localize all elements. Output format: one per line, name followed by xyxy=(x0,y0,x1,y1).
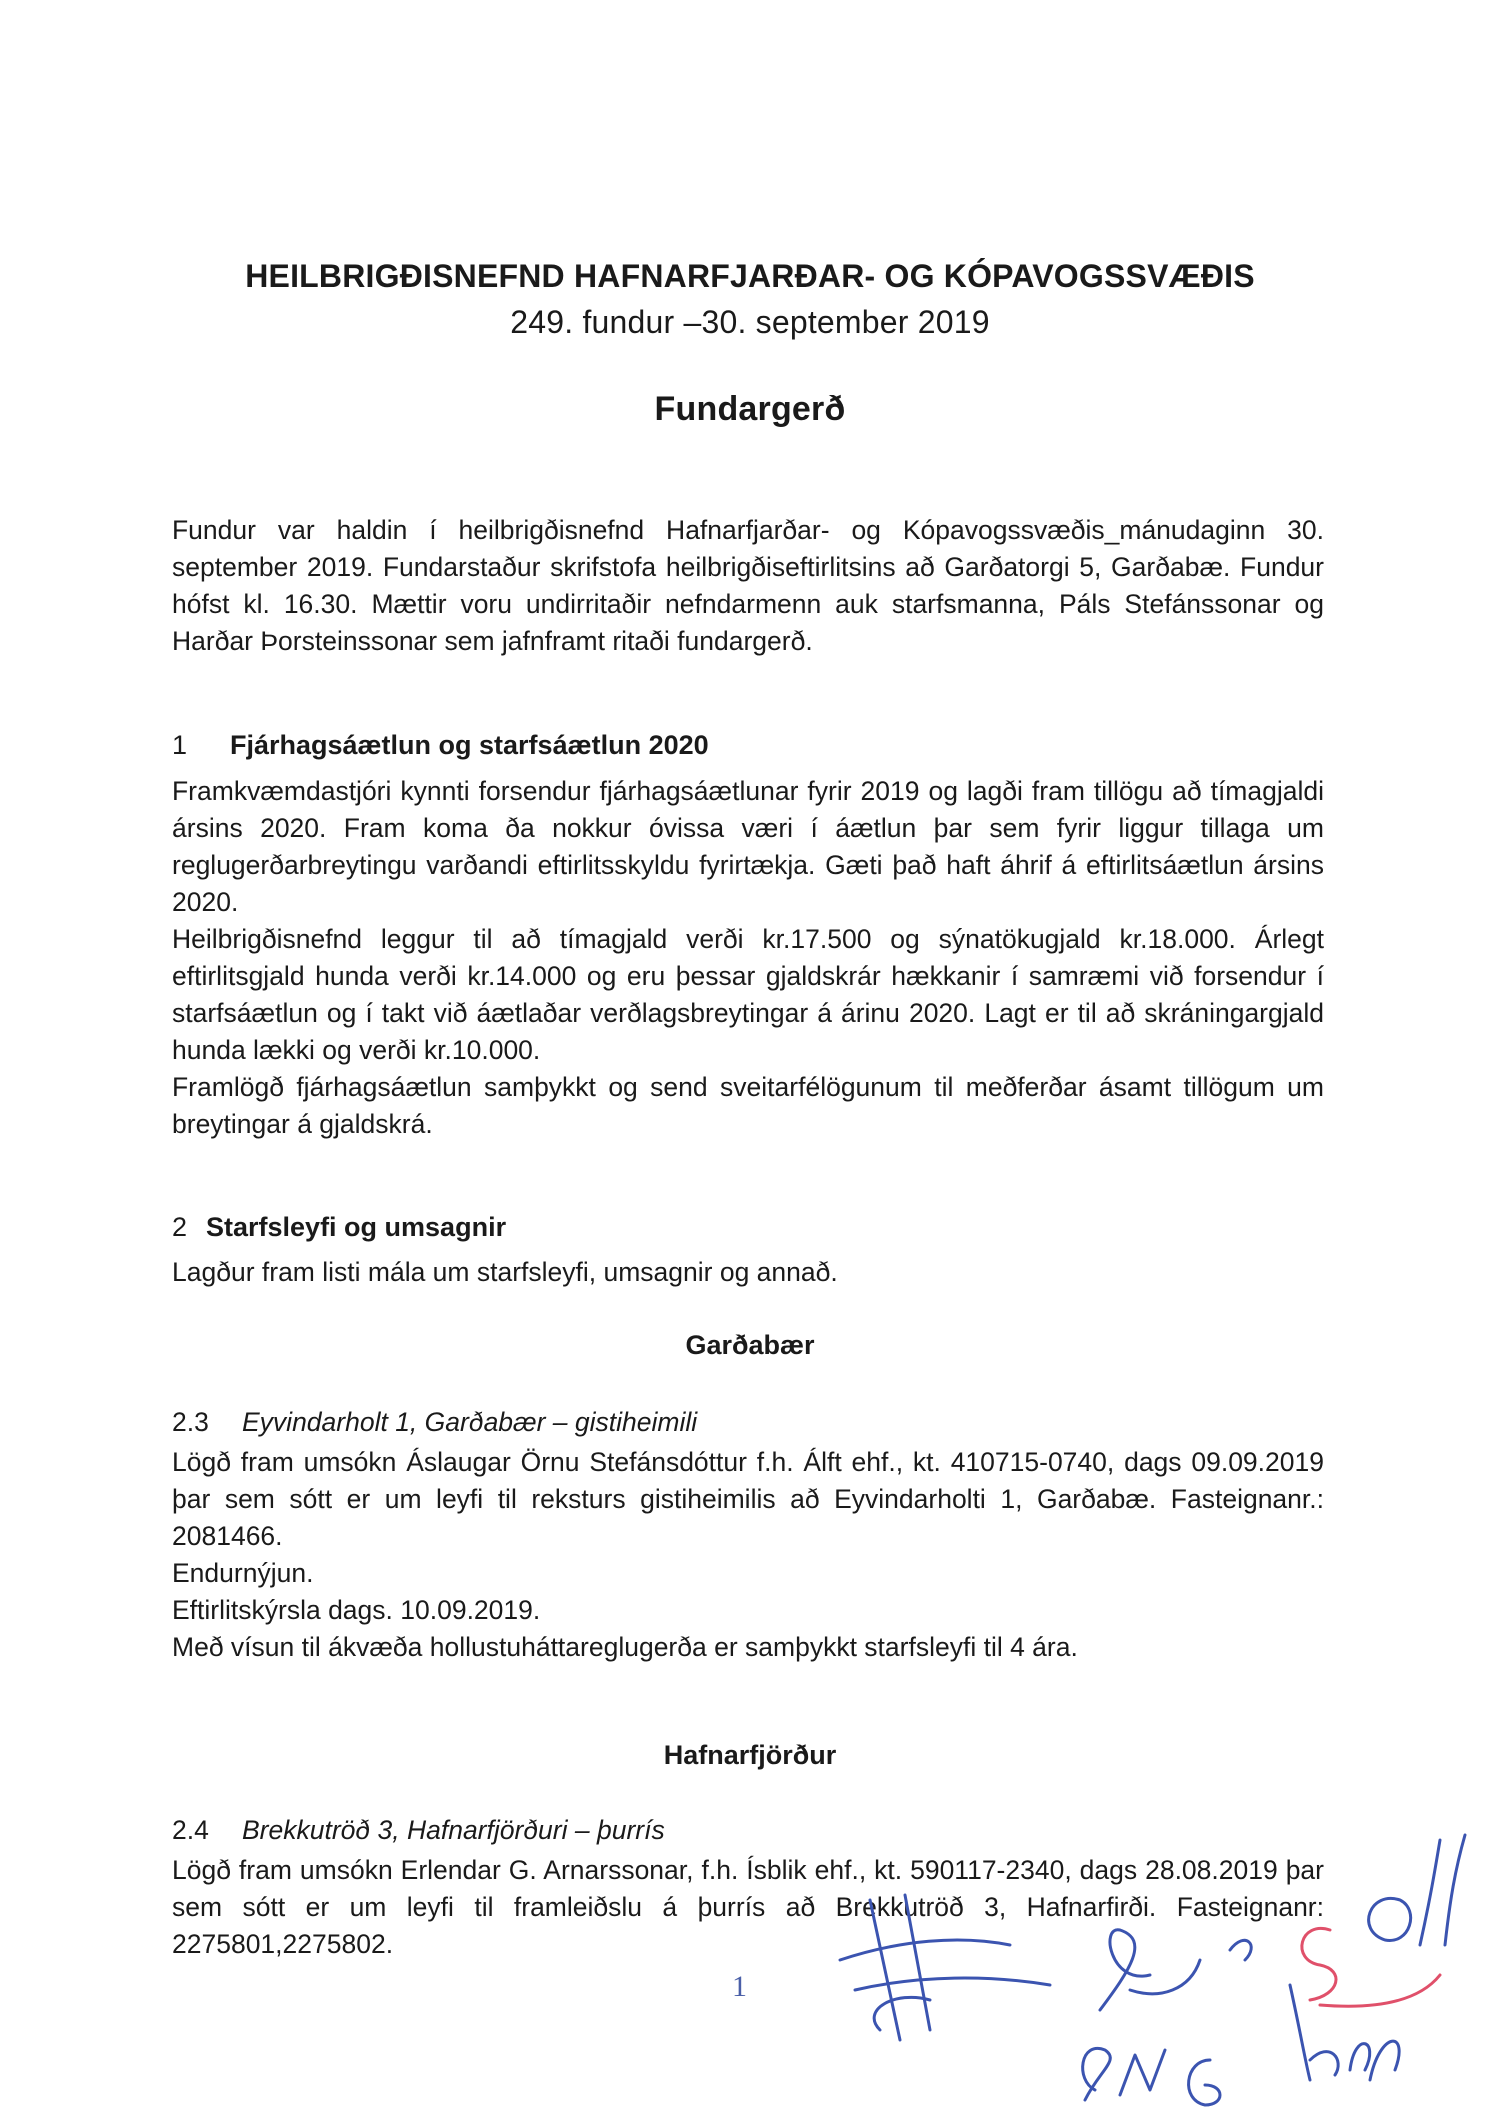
item-2-4-paragraph: Lögð fram umsókn Erlendar G. Arnarssonar, f.h. Ísblik ehf., kt. 590117-2340, dags 28.08.2019 þar sem sótt er um leyfi til framleiðslu á þurrís að Brekkutröð 3, Hafnarfirði. Fasteignanr: 2275801,2275802. xyxy=(172,1855,1324,1959)
section-1-paragraph-2: Heilbrigðisnefnd leggur til að tímagjald verði kr.17.500 og sýnatökugjald kr.18.000. Árlegt eftirlitsgjald hunda verði kr.14.000 og eru þessar gjaldskrár hækkanir í samræmi við forsendur í starfsáætlun og í takt við áætlaðar verðlagsbreytingar á árinu 2020. Lagt er til að skráningargjald hunda lækki og verði kr.10.000. xyxy=(172,924,1324,1065)
section-number: 1 xyxy=(172,730,188,760)
item-2-3-line-1: Endurnýjun. xyxy=(172,1558,314,1588)
document-title: Fundargerð xyxy=(654,390,846,428)
signature-stroke xyxy=(1350,2044,1370,2070)
item-2-3-line-3: Með vísun til ákvæða hollustuháttareglugerða er samþykkt starfsleyfi til 4 ára. xyxy=(172,1632,1078,1662)
signature-stroke xyxy=(1083,2048,1111,2100)
signature-stroke xyxy=(874,1997,930,2030)
signature-stroke xyxy=(1370,2041,1399,2080)
signature-stroke xyxy=(1120,2050,1165,2095)
section-number: 2 xyxy=(172,1212,188,1242)
signature-stroke xyxy=(1302,1928,1336,2000)
item-number: 2.3 xyxy=(172,1407,209,1437)
location-heading-hafnarfjordur: Hafnarfjörður xyxy=(663,1740,837,1770)
signature-stroke xyxy=(1100,1930,1150,2010)
meeting-line: 249. fundur –30. september 2019 xyxy=(510,304,990,340)
section-title: Fjárhagsáætlun og starfsáætlun 2020 xyxy=(230,730,709,760)
intro-paragraph: Fundur var haldin í heilbrigðisnefnd Hafnarfjarðar- og Kópavogssvæðis_mánudaginn 30. september 2019. Fundarstaður skrifstofa heilbrigðiseftirlitsins að Garðatorgi 5, Garðabæ. Fundur hófst kl. 16.30. Mættir voru undirritaðir nefndarmenn auk starfsmanna, Páls Stefánssonar og Harðar Þorsteinssonar sem jafnframt ritaði fundargerð. xyxy=(172,515,1324,656)
signature-stroke xyxy=(1310,2052,1338,2075)
signature-stroke xyxy=(1230,1940,1251,1960)
section-2-intro: Lagður fram listi mála um starfsleyfi, umsagnir og annað. xyxy=(172,1257,838,1287)
page-number: 1 xyxy=(732,1970,747,2003)
item-title: Brekkutröð 3, Hafnarfjörðuri – þurrís xyxy=(242,1815,665,1845)
item-2-3-line-2: Eftirlitskýrsla dags. 10.09.2019. xyxy=(172,1595,541,1625)
signature-stroke xyxy=(1189,2060,1220,2105)
signature-stroke xyxy=(1369,1898,1411,1940)
signature-stroke xyxy=(855,1978,1050,1990)
section-title: Starfsleyfi og umsagnir xyxy=(206,1212,507,1242)
signature-stroke xyxy=(905,1895,930,2030)
signature-stroke xyxy=(1320,1975,1440,2006)
item-2-3-paragraph: Lögð fram umsókn Áslaugar Örnu Stefánsdóttur f.h. Álft ehf., kt. 410715-0740, dags 09.09.2019 þar sem sótt er um leyfi til reksturs gistiheimilis að Eyvindarholti 1, Garðabæ. Fasteignanr.: 2081466. xyxy=(172,1447,1324,1551)
section-1-paragraph-1: Framkvæmdastjóri kynnti forsendur fjárhagsáætlunar fyrir 2019 og lagði fram tillögu að tímagjaldi ársins 2020. Fram koma ða nokkur óvissa væri í áætlun þar sem fyrir liggur tillaga um reglugerðarbreytingu varðandi eftirlitsskyldu fyrirtækja. Gæti það haft áhrif á eftirlitsáætlun ársins 2020. xyxy=(172,776,1324,917)
signature-stroke xyxy=(1290,1985,1310,2080)
signature-stroke xyxy=(1445,1835,1465,1945)
item-title: Eyvindarholt 1, Garðabær – gistiheimili xyxy=(242,1407,698,1437)
location-heading-gardabaer: Garðabær xyxy=(685,1330,815,1360)
section-1-paragraph-3: Framlögð fjárhagsáætlun samþykkt og send sveitarfélögunum til meðferðar ásamt tillögum um breytingar á gjaldskrá. xyxy=(172,1072,1324,1139)
item-number: 2.4 xyxy=(172,1815,209,1845)
signature-stroke xyxy=(1420,1840,1440,1945)
signature-stroke xyxy=(840,1940,1010,1960)
organization-title: HEILBRIGÐISNEFND HAFNARFJARÐAR- OG KÓPAVOGSSVÆÐIS xyxy=(245,258,1255,294)
